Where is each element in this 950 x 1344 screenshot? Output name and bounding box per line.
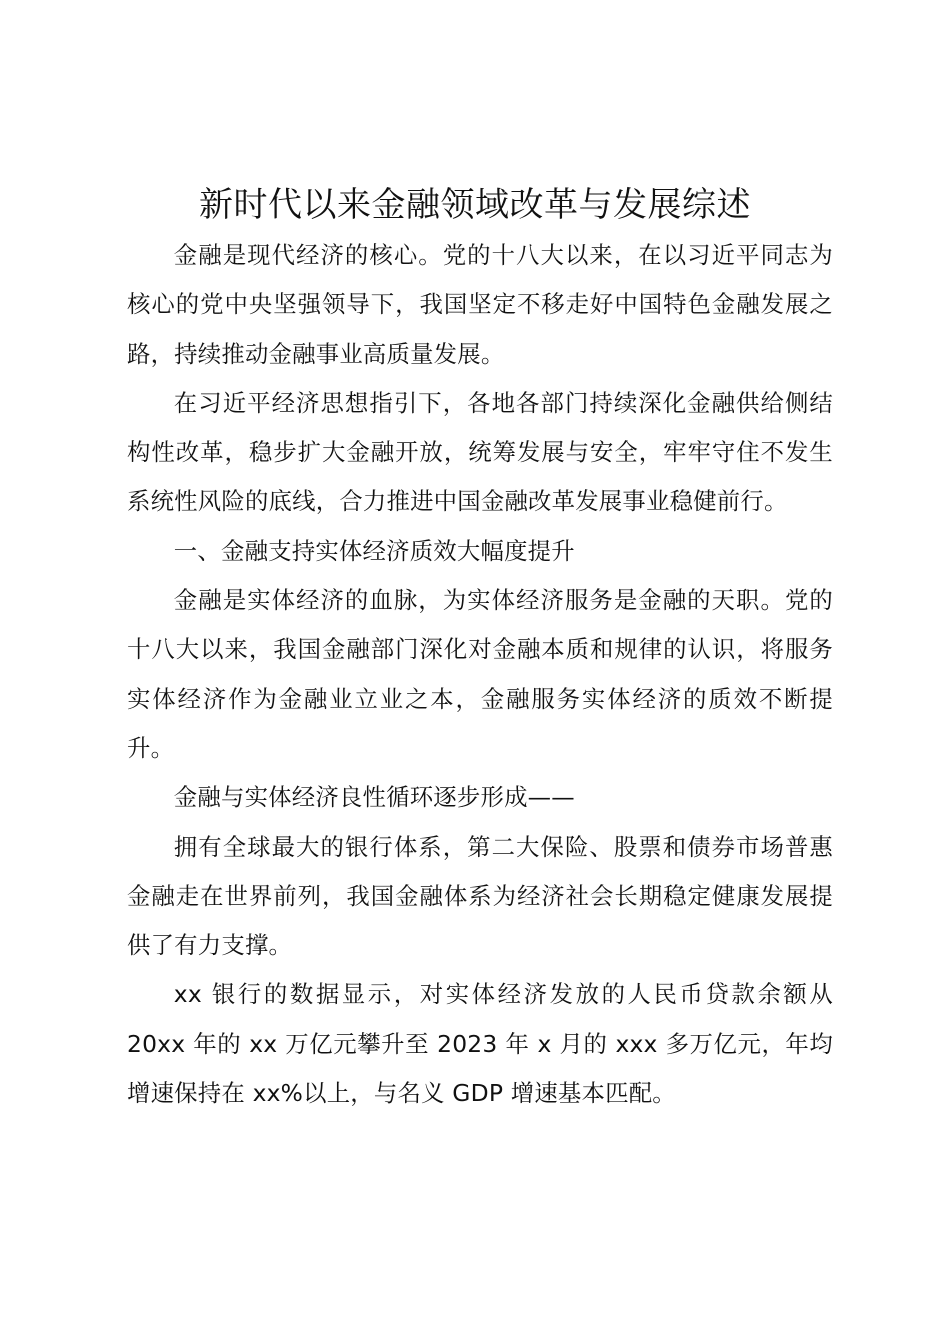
document-body	[127, 231, 833, 1118]
paragraph-banking-system: 拥有全球最大的银行体系，第二大保险、股票和债券市场普惠金融走在世界前列，我国金融体系为经济社会长期稳定健康发展提供了有力支撑。	[127, 832, 833, 960]
paragraph-reform: 在习近平经济思想指引下，各地各部门持续深化金融供给侧结构性改革，稳步扩大金融开放，统筹发展与安全，牢牢守住不发生系统性风险的底线，合力推进中国金融改革发展事业稳健前行。	[127, 388, 833, 516]
document-title: 新时代以来金融领域改革与发展综述	[199, 185, 751, 225]
paragraph-real-economy: 金融是实体经济的血脉，为实体经济服务是金融的天职。党的十八大以来，我国金融部门深化对金融本质和规律的认识，将服务实体经济作为金融业立业之本，金融服务实体经济的质效不断提升。	[127, 586, 833, 762]
paragraph-virtuous-cycle: 金融与实体经济良性循环逐步形成——	[173, 783, 575, 812]
section-heading-1: 一、金融支持实体经济质效大幅度提升	[173, 536, 575, 565]
paragraph-intro: 金融是现代经济的核心。党的十八大以来，在以习近平同志为核心的党中央坚强领导下，我国坚定不移走好中国特色金融发展之路，持续推动金融事业高质量发展。	[127, 241, 833, 368]
paragraph-loan-data: xx 银行的数据显示，对实体经济发放的人民币贷款余额从 20xx 年的 xx 万亿元攀升至 2023 年 x 月的 xxx 多万亿元，年均增速保持在 xx%以上，与名义 GDP 增速基本匹配。	[127, 980, 833, 1108]
